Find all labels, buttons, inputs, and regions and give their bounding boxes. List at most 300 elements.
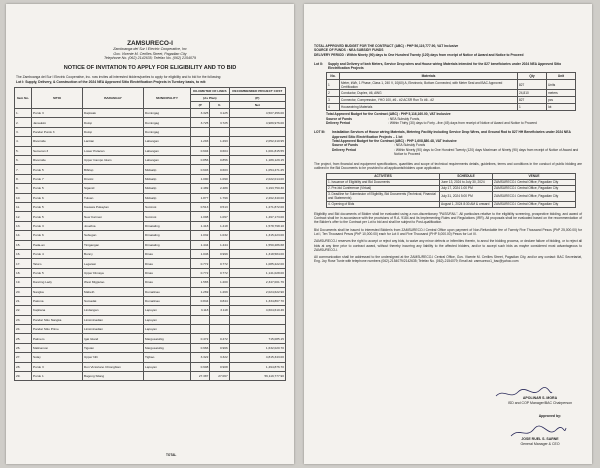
row-sitio: Pandar Sitio Prime xyxy=(32,325,83,334)
row-km-plan: 0.844 xyxy=(191,296,210,305)
row-km-plan: 0.966 xyxy=(191,343,210,352)
table-row xyxy=(15,334,286,343)
row-barangay: Lower Pulacan xyxy=(83,146,144,155)
lot1-abc: TOTAL APPROVED BUDGET FOR THE CONTRACT (ABC) : PHP 56,119,777.90, VAT Inclusive xyxy=(314,44,459,48)
chair-name: APOLINAR S. MORA xyxy=(522,396,558,400)
gm-title: General Manager & CEO xyxy=(520,442,560,446)
notice-title: NOTICE OF INVITATION TO APPLY FOR ELIGIBILITY AND TO BID xyxy=(63,64,237,71)
sched-date: June 13, 2024 to July 30, 2024 xyxy=(440,179,493,185)
sched-activity: 2. Pre-bid Conference (Virtual) xyxy=(327,185,440,191)
lot2-funds-value: : NEA Subsidy Funds, xyxy=(388,116,421,121)
row-sitio: Purok 3 xyxy=(32,362,83,371)
table-row xyxy=(15,362,286,371)
row-municipality: Lapuyan xyxy=(144,325,191,334)
row-km-net: 3.125 xyxy=(210,109,229,118)
row-cost: 2,024,622.90 xyxy=(229,287,285,296)
row-sitio: Purok 5 xyxy=(32,268,83,277)
col-no: Item No. xyxy=(15,88,32,109)
total-label: TOTAL xyxy=(166,453,177,457)
mat-name: Connector, Compression, YHO 100, #6 - #2 ACSR Run To #6 - #2 xyxy=(340,97,518,104)
row-km-net: 1.799 xyxy=(210,193,229,202)
row-municipality: Dimataling xyxy=(144,231,191,240)
row-km-net: 0.513 xyxy=(210,202,229,211)
row-municipality: Labangan xyxy=(144,137,191,146)
row-no: 4. xyxy=(15,137,32,146)
row-sitio: Riverside xyxy=(32,137,83,146)
row-km-net: 1.269 xyxy=(210,287,229,296)
row-no: 5. xyxy=(15,146,32,155)
row-municipality: Lapuyan xyxy=(144,362,191,371)
row-cost: 1,318,584.00 xyxy=(229,249,285,258)
row-sitio: Purok 6 xyxy=(32,231,83,240)
row-municipality: Labangan xyxy=(144,156,191,165)
table-row xyxy=(327,191,576,201)
row-municipality: Dinas xyxy=(144,268,191,277)
row-km-plan: 27.387 xyxy=(191,372,210,381)
chair-title: ISD and COP Manager/BAC Chairperson xyxy=(507,401,573,405)
lot2-funds-key: Source of Funds xyxy=(326,116,353,121)
col-php: (P) xyxy=(229,95,285,102)
mat-qty: 24,810 xyxy=(518,90,547,97)
row-km-plan: 0.856 xyxy=(191,156,210,165)
row-no: 25. xyxy=(15,334,32,343)
mat-qty: 827 xyxy=(518,97,547,104)
row-sitio: Purok 3 xyxy=(32,109,83,118)
row-no: 24. xyxy=(15,325,32,334)
row-municipality: Midsalip xyxy=(144,184,191,193)
row-municipality: Dumalinao xyxy=(144,296,191,305)
row-barangay: West Migpulao xyxy=(83,278,144,287)
table-row xyxy=(327,104,576,111)
reservation-paragraph: ZAMSURECO-I reserves the right to accept or reject any bids, to waive any minor defects or infirmities therein, to annul the bidding process, or declare failure of bidding, or to reject all bids at any time prior to contract award, without thereby incurring any liability to the affected bidders, and/or to accept such bids as maybe considered most advantageous to ZAMSURECO-I. xyxy=(314,239,582,252)
sched-col-activities: ACTIVITIES xyxy=(327,173,440,179)
row-km-net: 3.322 xyxy=(210,353,229,362)
row-municipality: Lapuyan xyxy=(144,315,191,324)
row-sitio: Purok 5 xyxy=(32,184,83,193)
row-sitio: Purok 6 xyxy=(32,193,83,202)
right-page xyxy=(304,4,592,464)
row-km-net: 3.118 xyxy=(210,306,229,315)
mat-no: 4 xyxy=(327,104,340,111)
mat-no: 3 xyxy=(327,97,340,104)
table-row xyxy=(15,353,286,362)
intro-paragraph: The Zamboanga del Sur I Electric Cooperative, Inc. now invites all interested bidders/parties to apply for eligibility and to bid for the following: xyxy=(16,74,222,79)
row-km-net: 0.472 xyxy=(210,334,229,343)
mat-name: Conductor, Duplex, #6, AWG xyxy=(340,90,518,97)
row-barangay: Bagong Silang xyxy=(83,372,144,381)
row-cost xyxy=(229,315,285,324)
row-no: 11. xyxy=(15,202,32,211)
mat-unit: pcs xyxy=(547,97,576,104)
row-km-net: 1.097 xyxy=(210,212,229,221)
row-cost: 1,578,798.10 xyxy=(229,221,285,230)
table-row xyxy=(15,315,286,324)
row-km-net: 0.856 xyxy=(210,156,229,165)
row-km-net xyxy=(210,325,229,334)
table-row xyxy=(15,287,286,296)
row-sitio: Semeran 3 xyxy=(32,146,83,155)
row-barangay: Upper Campo Islam xyxy=(83,156,144,165)
row-municipality: Dumingag xyxy=(144,118,191,127)
fee-paragraph: Bid Documents shall be issued to interested Bidder/s from ZAMSURECO-I Central Office upon payment of Non-Refundable fee of Twenty Five Thousand Pesos (PhP 25,000.00) for Lot I, Ten Thousand Pesos (PhP 10,000.00) each for Lot II and Five Thousand (PHP 5,000.00) Pesos for Lot III. xyxy=(314,227,582,236)
table-row xyxy=(15,146,286,155)
lot1-funds: SOURCE OF FUNDS : NEA SUBSIDY FUNDS xyxy=(314,48,384,53)
row-cost xyxy=(229,325,285,334)
row-sitio: Dancing Lady xyxy=(32,278,83,287)
row-no: 12. xyxy=(15,212,32,221)
row-cost: 4,507,456.00 xyxy=(229,109,285,118)
col-sitio: SITIO xyxy=(32,88,83,109)
row-sitio: Palmero xyxy=(32,334,83,343)
row-sitio: Malinamon xyxy=(32,343,83,352)
row-cost: 1,494,876.70 xyxy=(229,362,285,371)
row-km-net: 0.772 xyxy=(210,259,229,268)
row-sitio: Purok 5 xyxy=(32,212,83,221)
row-no: 17. xyxy=(15,259,32,268)
row-km-plan: 2.489 xyxy=(191,184,210,193)
col-p: (P xyxy=(191,102,210,109)
sched-date: July 31, 2024 5:00 PM xyxy=(440,191,493,201)
mat-no: 1 xyxy=(327,80,340,90)
row-sitio: Pandar Sitio Nangka xyxy=(32,315,83,324)
row-no: 14. xyxy=(15,231,32,240)
table-row xyxy=(327,201,576,207)
eligibility-paragraph: Eligibility and Bid documents of Bidder shall be evaluated using a non-discretionary "PASS/FAIL". All particulars relative to the eligibility screening, prospective bidding, and award of Contract shall be in accordance with the provisions of R.A. 9184 and its Implementing Rules and Regulations (IRR). All proposals shall be evaluated based on the recommendation of the Bidder's offer to the Contract per Lot to bid and shall be subject to Post-qualification. xyxy=(314,211,582,225)
table-row xyxy=(15,372,286,381)
row-km-net xyxy=(210,315,229,324)
row-km-net: 0.772 xyxy=(210,268,229,277)
col-net: Net xyxy=(229,102,285,109)
row-km-plan: 1.032 xyxy=(191,231,210,240)
row-cost: 4,815,343.00 xyxy=(229,353,285,362)
table-row xyxy=(15,184,286,193)
mat-name: Meter, kWh, 1 Phase, Class 1, 240 V, 10(60) A, Electronic, Bottom Connected, with Meter Seal and BAC Approved Certification xyxy=(340,80,518,90)
sched-date: July 17, 2024 1:00 PM xyxy=(440,185,493,191)
materials-table xyxy=(326,72,576,111)
mat-col-qty: Qty xyxy=(518,73,547,80)
row-municipality: Sominot xyxy=(144,212,191,221)
row-cost: 4,604,610.46 xyxy=(229,306,285,315)
table-row xyxy=(15,221,286,230)
sched-activity: 3. Deadline for Submission of Eligibility, Bid Documents (Technical, Financial and Statements) xyxy=(327,191,440,201)
mat-col-no: No. xyxy=(327,73,340,80)
row-sitio: Purok 5 xyxy=(32,165,83,174)
row-barangay: Siganid xyxy=(83,184,144,193)
row-no: 28. xyxy=(15,362,32,371)
row-no: 6. xyxy=(15,156,32,165)
row-barangay: Legarasi xyxy=(83,259,144,268)
row-municipality: Dimataling xyxy=(144,240,191,249)
row-cost: 2,347,001.76 xyxy=(229,278,285,287)
row-km-plan: 1.418 xyxy=(191,221,210,230)
row-sitio: Purok 1 xyxy=(32,372,83,381)
row-barangay: Linsiminadian xyxy=(83,315,144,324)
table-row xyxy=(15,325,286,334)
row-cost: 1,315,223.00 xyxy=(229,231,285,240)
row-no: 2. xyxy=(15,118,32,127)
row-no: 27. xyxy=(15,353,32,362)
row-barangay: Tuluan xyxy=(83,193,144,202)
row-municipality: Tigbao xyxy=(144,353,191,362)
row-km-plan xyxy=(191,127,210,136)
row-no: 21. xyxy=(15,296,32,305)
row-km-plan xyxy=(191,315,210,324)
row-municipality: Dinas xyxy=(144,249,191,258)
row-barangay: Linsiminadian xyxy=(83,325,144,334)
row-barangay: Upper Nili xyxy=(83,353,144,362)
row-sitio: Pandar Purok 3 xyxy=(32,127,83,136)
row-km-net: 0.603 xyxy=(210,165,229,174)
row-cost: 56,119,777.90 xyxy=(229,372,285,381)
col-cost: RECOMMENDED PROJECT COST xyxy=(229,88,285,95)
row-barangay: Dulop xyxy=(83,127,144,136)
row-no: 15. xyxy=(15,240,32,249)
row-no: 26. xyxy=(15,343,32,352)
lot3-funds-value: : NEA Subsidy Funds xyxy=(394,143,426,148)
row-cost: 1,001,815.55 xyxy=(229,146,285,155)
table-row xyxy=(15,343,286,352)
row-no: 23. xyxy=(15,315,32,324)
lot2-label: Lot II: xyxy=(314,61,323,66)
lot3-delivery-key: Delivery Period xyxy=(332,147,357,152)
row-no: 18. xyxy=(15,268,32,277)
col-municipality: MUNICIPALITY xyxy=(144,88,191,109)
table-row xyxy=(15,202,286,211)
lot3-funds-key: Source of Funds xyxy=(332,143,359,148)
mat-unit: Units xyxy=(547,80,576,90)
row-km-net: 1.090 xyxy=(210,174,229,183)
row-km-plan: 3.322 xyxy=(191,353,210,362)
table-row xyxy=(327,90,576,97)
row-barangay: New Carmen xyxy=(83,212,144,221)
table-row xyxy=(15,212,286,221)
row-barangay: Lindangan xyxy=(83,306,144,315)
row-sitio: Paloma xyxy=(32,296,83,305)
sched-col-venue: VENUE xyxy=(493,173,576,179)
row-cost: 715,085.15 xyxy=(229,334,285,343)
row-barangay: Dulop xyxy=(83,118,144,127)
row-no: 19. xyxy=(15,278,32,287)
row-km-net: 27.067 xyxy=(210,372,229,381)
sched-activity: 1. Issuance of Eligibility and Bid Documents xyxy=(327,179,440,185)
row-cost: 3,193,750.30 xyxy=(229,184,285,193)
table-row xyxy=(15,231,286,240)
row-barangay: Mabeth xyxy=(83,287,144,296)
col-u: U. xyxy=(210,102,229,109)
row-km-plan: 1.046 xyxy=(191,249,210,258)
table-row xyxy=(15,240,286,249)
row-municipality: Labangan xyxy=(144,146,191,155)
mat-col-materials: Materials xyxy=(340,73,518,80)
schedule-table xyxy=(326,173,576,208)
row-km-net: 1.032 xyxy=(210,231,229,240)
row-barangay: Sebugan xyxy=(83,231,144,240)
row-km-plan: 1.269 xyxy=(191,287,210,296)
row-km-plan xyxy=(191,325,210,334)
lot3-abc: Total Approved Budget for the Contract (ABC) : PHP 1,608,880.48, VAT Inclusive xyxy=(332,138,457,143)
row-cost: 1,497,173.00 xyxy=(229,212,285,221)
row-km-net: 1.444 xyxy=(210,240,229,249)
row-km-net: 0.908 xyxy=(210,362,229,371)
table-row xyxy=(327,97,576,104)
row-cost: 1,271,872.00 xyxy=(229,202,285,211)
row-municipality: Dumingag xyxy=(144,127,191,136)
row-barangay: Dapiwak xyxy=(83,109,144,118)
left-page xyxy=(6,4,294,464)
table-row xyxy=(15,306,286,315)
row-municipality: Midsalip xyxy=(144,193,191,202)
row-km-plan: 3.725 xyxy=(191,118,210,127)
row-sitio: Sulay xyxy=(32,353,83,362)
row-no: 1. xyxy=(15,109,32,118)
row-km-net: 0.966 xyxy=(210,343,229,352)
sched-col-schedule: SCHEDULE xyxy=(440,173,493,179)
col-km: KILOMETER OF LINES xyxy=(191,88,230,95)
row-sitio: Purok 7 xyxy=(32,174,83,183)
row-municipality: Dinas xyxy=(144,278,191,287)
sched-venue: ZAMSURECO-I Central Office, Pagadian City xyxy=(493,191,576,201)
mat-unit: meters xyxy=(547,90,576,97)
sched-venue: ZAMSURECO-I Central Office, Pagadian City xyxy=(493,179,576,185)
row-cost xyxy=(229,127,285,136)
row-no: 7. xyxy=(15,165,32,174)
row-km-plan: 0.772 xyxy=(191,268,210,277)
row-sitio: Purok 3 xyxy=(32,221,83,230)
org-phone: Telephone No. (062) 2142635; Telefax No. (062) 2154079 xyxy=(103,56,197,61)
col-asplan: (As Plan) xyxy=(191,95,230,102)
row-no: 8. xyxy=(15,174,32,183)
mat-qty: 1 xyxy=(518,104,547,111)
mat-name: Housewiring Materials xyxy=(340,104,518,111)
table-row xyxy=(15,249,286,258)
row-barangay: Lantian xyxy=(83,137,144,146)
row-km-plan: 0.772 xyxy=(191,259,210,268)
row-cost: 1,141,028.00 xyxy=(229,268,285,277)
table-row xyxy=(15,193,286,202)
row-no: 9. xyxy=(15,184,32,193)
row-km-plan: 1.444 xyxy=(191,240,210,249)
row-km-net: 0.999 xyxy=(210,249,229,258)
table-row xyxy=(15,109,286,118)
lot2-delivery-value: : Within Thirty (30) days to Forty –five (45) days from receipt of Notice of Award and Notice to Proceed xyxy=(388,121,537,126)
row-km-net: 2.489 xyxy=(210,184,229,193)
row-municipality: Dumalinao xyxy=(144,287,191,296)
row-municipality: Dumingag xyxy=(144,109,191,118)
row-no: 22. xyxy=(15,306,32,315)
row-cost: 2,052,210.95 xyxy=(229,137,285,146)
lot3-label: LOT III: xyxy=(314,130,326,135)
row-km-net: 0.844 xyxy=(210,296,229,305)
row-no: 3. xyxy=(15,127,32,136)
row-municipality: Margosatubig xyxy=(144,343,191,352)
row-municipality xyxy=(144,372,191,381)
row-km-net: 1.418 xyxy=(210,221,229,230)
row-km-plan: 1.293 xyxy=(191,137,210,146)
project-paragraph: The project, from financial and equipment specifications, quantities and scope of technical requirements details, guidelines, terms and conditions in the conduct of public bidding are outlined in the Bid Documents to be provided to all applicants/bidders upon application. xyxy=(314,162,582,171)
row-cost: 1,632,020.70 xyxy=(229,343,285,352)
table-row xyxy=(15,296,286,305)
lot2-heading: Supply and Delivery of kwh Meters, Service Drop wires and House wiring Materials intended for the 827 beneficiaries under 2024 NEA Approved Sitio Electrification Projects xyxy=(328,61,562,71)
sched-venue: ZAMSURECO-I Central Office, Pagadian City xyxy=(493,201,576,207)
row-sitio: Nangka xyxy=(32,287,83,296)
sched-activity: 4. Opening of Bids xyxy=(327,201,440,207)
row-km-net: 3.725 xyxy=(210,118,229,127)
row-barangay: Tinigangan xyxy=(83,240,144,249)
row-km-plan: 3.325 xyxy=(191,109,210,118)
org-name: ZAMSURECO-I xyxy=(127,40,173,47)
table-row xyxy=(15,259,286,268)
row-sitio: Pada-an xyxy=(32,240,83,249)
row-barangay: Bonny xyxy=(83,249,144,258)
communication-paragraph: All communication shall be addressed to the undersigned at the ZAMSURECO-I Central Office, Gov. Vicente M. Cerilles Street, Pagadian City, and/or any contact: BAC Secretariat, Eng. Joy Rose Tunie with telephone numbers (062)-2154079/2142635; Telefax No. (062)-2154079; Email ad: zamsureco1_bac@yahoo.com xyxy=(314,255,582,264)
mat-qty: 827 xyxy=(518,80,547,90)
row-km-plan: 0.603 xyxy=(191,165,210,174)
row-sitio: Purok 4 xyxy=(32,249,83,258)
row-barangay: Tiguian xyxy=(83,343,144,352)
row-sitio: Taluro xyxy=(32,259,83,268)
row-municipality: Margosatubig xyxy=(144,334,191,343)
lot1-delivery: DELIVERY PERIOD : Within Ninety (90) days to One Hundred Twenty (120) days from receipt of Notice of Award and Notice to Proceed xyxy=(314,52,524,57)
row-municipality: Midsalip xyxy=(144,165,191,174)
row-municipality: Dinas xyxy=(144,259,191,268)
row-km-plan: 1.877 xyxy=(191,193,210,202)
row-km-plan: 3.118 xyxy=(191,306,210,315)
row-barangay: Kauswa Pukaytan xyxy=(83,202,144,211)
row-cost: 2,022,014.00 xyxy=(229,174,285,183)
table-row xyxy=(15,268,286,277)
row-barangay: Bibilop xyxy=(83,165,144,174)
lot2-abc: Total Approved Budget for the Contract (ABC) : PHP 5,116,160.00, VAT Inclusive xyxy=(326,112,451,117)
row-sitio: Janaukim xyxy=(32,118,83,127)
mat-col-unit: Unit xyxy=(547,73,576,80)
row-municipality: Lapuyan xyxy=(144,306,191,315)
row-cost: 1,334,867.70 xyxy=(229,296,285,305)
row-km-plan: 0.472 xyxy=(191,334,210,343)
lot3-heading: Installation Services of House wiring Materials, Metering Facility including Service Drop Wires, and Ground Rod to 827 HH Beneficiaries under 2024 NEA Approved Sitio Electrification Projects – 1 lot xyxy=(332,130,571,139)
row-no: 20. xyxy=(15,287,32,296)
row-km-plan: 0.513 xyxy=(191,202,210,211)
row-barangay: Sumadat xyxy=(83,296,144,305)
row-km-plan: 1.090 xyxy=(191,174,210,183)
row-municipality: Sominot xyxy=(144,202,191,211)
mat-no: 2 xyxy=(327,90,340,97)
table-row xyxy=(15,278,286,287)
table-row xyxy=(15,127,286,136)
row-barangay: Igat Island xyxy=(83,334,144,343)
gm-name: JOSE RUEL S. SARNE xyxy=(521,437,559,441)
table-row xyxy=(15,137,286,146)
row-cost: 1,085,222.00 xyxy=(229,259,285,268)
row-km-plan: 0.604 xyxy=(191,146,210,155)
col-barangay: BARANGAY xyxy=(83,88,144,109)
mat-unit: lot xyxy=(547,104,576,111)
approved-by-label: Approved by: xyxy=(538,414,562,418)
row-barangay: Dinotic xyxy=(83,174,144,183)
table-row xyxy=(15,174,286,183)
row-municipality: Midsalip xyxy=(144,174,191,183)
row-cost: 1,054,471.25 xyxy=(229,165,285,174)
row-sitio: Kapitana xyxy=(32,306,83,315)
lot2-delivery-key: Delivery Period xyxy=(326,121,351,126)
row-sitio: Riverside xyxy=(32,156,83,165)
row-no: 29. xyxy=(15,372,32,381)
row-cost: 1,550,286.68 xyxy=(229,240,285,249)
lot1-heading: Lot I: Supply, Delivery, & Construction of the 2024 NEA Approved Sitio Electrification Projects in Turnkey basis, to wit: xyxy=(16,80,207,85)
table-row xyxy=(15,156,286,165)
row-cost: 2,262,340.00 xyxy=(229,193,285,202)
row-sitio: Purok 5 xyxy=(32,202,83,211)
table-row xyxy=(15,165,286,174)
